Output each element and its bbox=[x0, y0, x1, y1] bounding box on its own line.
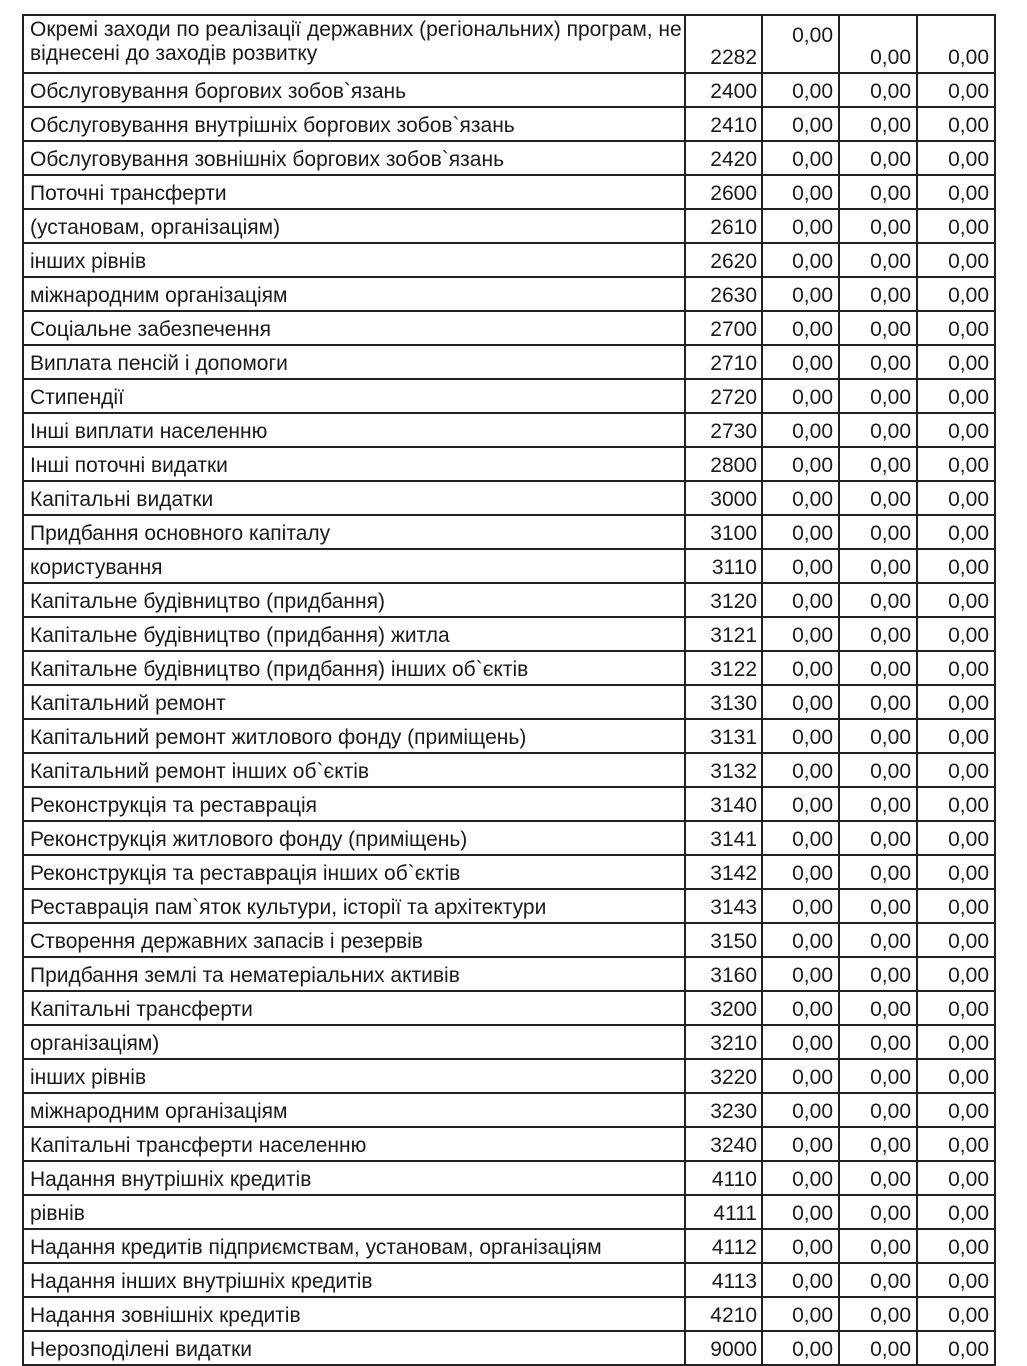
expense-name-cell: Капітальні трансферти населенню bbox=[23, 1127, 685, 1161]
value-cell-3: 0,00 bbox=[917, 889, 995, 923]
value-cell-2: 0,00 bbox=[839, 1195, 917, 1229]
value-cell-1: 0,00 bbox=[762, 685, 839, 719]
table-row bbox=[23, 175, 995, 209]
expense-code-cell: 2400 bbox=[685, 73, 762, 107]
value-cell-1: 0,00 bbox=[762, 1331, 839, 1365]
expense-code-cell: 2282 bbox=[685, 15, 762, 73]
value-cell-3: 0,00 bbox=[917, 311, 995, 345]
expense-name-cell: Придбання основного капіталу bbox=[23, 515, 685, 549]
expense-name-cell: Окремі заходи по реалізації державних (регіональних) програм, не віднесені до заходів розвитку bbox=[23, 15, 685, 73]
expense-code-cell: 3100 bbox=[685, 515, 762, 549]
value-cell-2: 0,00 bbox=[839, 1331, 917, 1365]
value-cell-3: 0,00 bbox=[917, 515, 995, 549]
value-cell-2: 0,00 bbox=[839, 345, 917, 379]
value-cell-2: 0,00 bbox=[839, 15, 917, 73]
value-cell-1: 0,00 bbox=[762, 583, 839, 617]
expense-name-cell: рівнів bbox=[23, 1195, 685, 1229]
value-cell-1: 0,00 bbox=[762, 15, 839, 73]
value-cell-3: 0,00 bbox=[917, 1195, 995, 1229]
table-row bbox=[23, 1297, 995, 1331]
expense-code-cell: 2420 bbox=[685, 141, 762, 175]
value-cell-3: 0,00 bbox=[917, 243, 995, 277]
value-cell-3: 0,00 bbox=[917, 651, 995, 685]
value-cell-3: 0,00 bbox=[917, 379, 995, 413]
value-cell-3: 0,00 bbox=[917, 481, 995, 515]
table-row bbox=[23, 345, 995, 379]
value-cell-1: 0,00 bbox=[762, 379, 839, 413]
value-cell-2: 0,00 bbox=[839, 1263, 917, 1297]
expense-name-cell: Капітальне будівництво (придбання) інших об`єктів bbox=[23, 651, 685, 685]
value-cell-3: 0,00 bbox=[917, 923, 995, 957]
value-cell-3: 0,00 bbox=[917, 753, 995, 787]
value-cell-1: 0,00 bbox=[762, 821, 839, 855]
value-cell-3: 0,00 bbox=[917, 1059, 995, 1093]
value-cell-3: 0,00 bbox=[917, 1127, 995, 1161]
table-row bbox=[23, 583, 995, 617]
expense-code-cell: 4112 bbox=[685, 1229, 762, 1263]
value-cell-3: 0,00 bbox=[917, 1025, 995, 1059]
table-row bbox=[23, 1195, 995, 1229]
expense-code-cell: 3240 bbox=[685, 1127, 762, 1161]
expense-code-cell: 2700 bbox=[685, 311, 762, 345]
table-row bbox=[23, 481, 995, 515]
value-cell-1: 0,00 bbox=[762, 957, 839, 991]
expense-code-cell: 2410 bbox=[685, 107, 762, 141]
value-cell-2: 0,00 bbox=[839, 685, 917, 719]
expense-code-cell: 4111 bbox=[685, 1195, 762, 1229]
expense-code-cell: 2610 bbox=[685, 209, 762, 243]
value-cell-3: 0,00 bbox=[917, 1093, 995, 1127]
expense-code-cell: 2720 bbox=[685, 379, 762, 413]
value-cell-1: 0,00 bbox=[762, 1195, 839, 1229]
table-row bbox=[23, 685, 995, 719]
expense-code-cell: 2600 bbox=[685, 175, 762, 209]
expense-name-cell: Капітальний ремонт житлового фонду (приміщень) bbox=[23, 719, 685, 753]
table-row bbox=[23, 1127, 995, 1161]
value-cell-1: 0,00 bbox=[762, 719, 839, 753]
value-cell-3: 0,00 bbox=[917, 1331, 995, 1365]
value-cell-3: 0,00 bbox=[917, 685, 995, 719]
value-cell-2: 0,00 bbox=[839, 923, 917, 957]
table-row bbox=[23, 889, 995, 923]
value-cell-2: 0,00 bbox=[839, 1297, 917, 1331]
table-row bbox=[23, 515, 995, 549]
expense-name-cell: Обслуговування зовнішніх боргових зобов`язань bbox=[23, 141, 685, 175]
value-cell-3: 0,00 bbox=[917, 957, 995, 991]
value-cell-2: 0,00 bbox=[839, 413, 917, 447]
value-cell-1: 0,00 bbox=[762, 345, 839, 379]
expense-code-cell: 3141 bbox=[685, 821, 762, 855]
value-cell-1: 0,00 bbox=[762, 549, 839, 583]
value-cell-1: 0,00 bbox=[762, 1297, 839, 1331]
value-cell-1: 0,00 bbox=[762, 1025, 839, 1059]
table-row bbox=[23, 855, 995, 889]
value-cell-2: 0,00 bbox=[839, 311, 917, 345]
value-cell-1: 0,00 bbox=[762, 1093, 839, 1127]
expense-name-cell: Реконструкція та реставрація інших об`єктів bbox=[23, 855, 685, 889]
expense-name-cell: Інші поточні видатки bbox=[23, 447, 685, 481]
value-cell-3: 0,00 bbox=[917, 447, 995, 481]
value-cell-2: 0,00 bbox=[839, 1025, 917, 1059]
expense-code-cell: 4210 bbox=[685, 1297, 762, 1331]
expense-name-cell: Обслуговування внутрішніх боргових зобов`язань bbox=[23, 107, 685, 141]
value-cell-3: 0,00 bbox=[917, 413, 995, 447]
value-cell-2: 0,00 bbox=[839, 107, 917, 141]
value-cell-2: 0,00 bbox=[839, 991, 917, 1025]
expense-code-cell: 2710 bbox=[685, 345, 762, 379]
table-row bbox=[23, 209, 995, 243]
value-cell-2: 0,00 bbox=[839, 515, 917, 549]
value-cell-3: 0,00 bbox=[917, 719, 995, 753]
expense-name-cell: міжнародним організаціям bbox=[23, 1093, 685, 1127]
value-cell-2: 0,00 bbox=[839, 787, 917, 821]
value-cell-2: 0,00 bbox=[839, 209, 917, 243]
expense-name-cell: Виплата пенсій і допомоги bbox=[23, 345, 685, 379]
value-cell-2: 0,00 bbox=[839, 549, 917, 583]
value-cell-1: 0,00 bbox=[762, 753, 839, 787]
expense-name-cell: Капітальне будівництво (придбання) житла bbox=[23, 617, 685, 651]
table-row bbox=[23, 1059, 995, 1093]
value-cell-2: 0,00 bbox=[839, 379, 917, 413]
expense-code-cell: 3142 bbox=[685, 855, 762, 889]
expense-name-cell: Капітальний ремонт інших об`єктів bbox=[23, 753, 685, 787]
value-cell-3: 0,00 bbox=[917, 209, 995, 243]
expense-name-cell: Придбання землі та нематеріальних активів bbox=[23, 957, 685, 991]
budget-expenditure-sheet bbox=[22, 14, 994, 1366]
expense-code-cell: 3110 bbox=[685, 549, 762, 583]
value-cell-1: 0,00 bbox=[762, 209, 839, 243]
expense-name-cell: Надання кредитів підприємствам, установам, організаціям bbox=[23, 1229, 685, 1263]
value-cell-2: 0,00 bbox=[839, 1127, 917, 1161]
expense-name-cell: Створення державних запасів і резервів bbox=[23, 923, 685, 957]
value-cell-2: 0,00 bbox=[839, 141, 917, 175]
value-cell-1: 0,00 bbox=[762, 617, 839, 651]
expense-code-cell: 3000 bbox=[685, 481, 762, 515]
value-cell-2: 0,00 bbox=[839, 957, 917, 991]
table-row bbox=[23, 1025, 995, 1059]
value-cell-1: 0,00 bbox=[762, 991, 839, 1025]
expense-name-cell: інших рівнів bbox=[23, 1059, 685, 1093]
table-row bbox=[23, 413, 995, 447]
expenditure-table bbox=[22, 14, 996, 1366]
expense-name-cell: користування bbox=[23, 549, 685, 583]
expense-code-cell: 2620 bbox=[685, 243, 762, 277]
expense-code-cell: 3200 bbox=[685, 991, 762, 1025]
expense-code-cell: 3130 bbox=[685, 685, 762, 719]
value-cell-3: 0,00 bbox=[917, 617, 995, 651]
value-cell-3: 0,00 bbox=[917, 141, 995, 175]
value-cell-2: 0,00 bbox=[839, 821, 917, 855]
table-row bbox=[23, 923, 995, 957]
value-cell-1: 0,00 bbox=[762, 481, 839, 515]
table-row bbox=[23, 73, 995, 107]
value-cell-3: 0,00 bbox=[917, 15, 995, 73]
expense-name-cell: Реставрація пам`яток культури, історії та архітектури bbox=[23, 889, 685, 923]
value-cell-1: 0,00 bbox=[762, 413, 839, 447]
value-cell-3: 0,00 bbox=[917, 107, 995, 141]
value-cell-1: 0,00 bbox=[762, 1263, 839, 1297]
expense-code-cell: 2800 bbox=[685, 447, 762, 481]
value-cell-3: 0,00 bbox=[917, 787, 995, 821]
value-cell-2: 0,00 bbox=[839, 1059, 917, 1093]
expense-code-cell: 3140 bbox=[685, 787, 762, 821]
expenditure-table-body bbox=[23, 15, 995, 1365]
expense-name-cell: Капітальний ремонт bbox=[23, 685, 685, 719]
value-cell-2: 0,00 bbox=[839, 175, 917, 209]
value-cell-3: 0,00 bbox=[917, 345, 995, 379]
expense-name-cell: організаціям) bbox=[23, 1025, 685, 1059]
expense-code-cell: 3230 bbox=[685, 1093, 762, 1127]
expense-code-cell: 4110 bbox=[685, 1161, 762, 1195]
expense-name-cell: Нерозподілені видатки bbox=[23, 1331, 685, 1365]
value-cell-1: 0,00 bbox=[762, 1161, 839, 1195]
value-cell-1: 0,00 bbox=[762, 515, 839, 549]
value-cell-1: 0,00 bbox=[762, 651, 839, 685]
expense-code-cell: 3121 bbox=[685, 617, 762, 651]
expense-code-cell: 3143 bbox=[685, 889, 762, 923]
value-cell-1: 0,00 bbox=[762, 787, 839, 821]
value-cell-1: 0,00 bbox=[762, 1127, 839, 1161]
table-row bbox=[23, 617, 995, 651]
value-cell-3: 0,00 bbox=[917, 175, 995, 209]
value-cell-2: 0,00 bbox=[839, 481, 917, 515]
value-cell-3: 0,00 bbox=[917, 1297, 995, 1331]
table-row bbox=[23, 957, 995, 991]
value-cell-2: 0,00 bbox=[839, 277, 917, 311]
value-cell-2: 0,00 bbox=[839, 243, 917, 277]
value-cell-3: 0,00 bbox=[917, 1229, 995, 1263]
expense-code-cell: 3120 bbox=[685, 583, 762, 617]
value-cell-1: 0,00 bbox=[762, 889, 839, 923]
table-row bbox=[23, 1093, 995, 1127]
expense-code-cell: 4113 bbox=[685, 1263, 762, 1297]
table-row bbox=[23, 753, 995, 787]
expense-name-cell: інших рівнів bbox=[23, 243, 685, 277]
expense-name-cell: Реконструкція та реставрація bbox=[23, 787, 685, 821]
expense-name-cell: Капітальні видатки bbox=[23, 481, 685, 515]
table-row bbox=[23, 141, 995, 175]
value-cell-3: 0,00 bbox=[917, 549, 995, 583]
expense-code-cell: 2630 bbox=[685, 277, 762, 311]
table-row bbox=[23, 379, 995, 413]
value-cell-2: 0,00 bbox=[839, 855, 917, 889]
value-cell-1: 0,00 bbox=[762, 277, 839, 311]
expense-name-cell: Реконструкція житлового фонду (приміщень) bbox=[23, 821, 685, 855]
expense-code-cell: 3220 bbox=[685, 1059, 762, 1093]
table-row bbox=[23, 311, 995, 345]
value-cell-1: 0,00 bbox=[762, 141, 839, 175]
table-row bbox=[23, 991, 995, 1025]
value-cell-3: 0,00 bbox=[917, 1263, 995, 1297]
expense-code-cell: 3150 bbox=[685, 923, 762, 957]
value-cell-2: 0,00 bbox=[839, 617, 917, 651]
expense-name-cell: міжнародним організаціям bbox=[23, 277, 685, 311]
value-cell-1: 0,00 bbox=[762, 855, 839, 889]
expense-code-cell: 3131 bbox=[685, 719, 762, 753]
expense-name-cell: Надання внутрішніх кредитів bbox=[23, 1161, 685, 1195]
table-row bbox=[23, 107, 995, 141]
expense-code-cell: 9000 bbox=[685, 1331, 762, 1365]
value-cell-1: 0,00 bbox=[762, 1059, 839, 1093]
table-row bbox=[23, 1331, 995, 1365]
value-cell-1: 0,00 bbox=[762, 1229, 839, 1263]
value-cell-3: 0,00 bbox=[917, 855, 995, 889]
expense-code-cell: 3132 bbox=[685, 753, 762, 787]
value-cell-1: 0,00 bbox=[762, 73, 839, 107]
expense-name-cell: Стипендії bbox=[23, 379, 685, 413]
table-row bbox=[23, 15, 995, 73]
value-cell-2: 0,00 bbox=[839, 651, 917, 685]
value-cell-1: 0,00 bbox=[762, 923, 839, 957]
table-row bbox=[23, 1161, 995, 1195]
value-cell-3: 0,00 bbox=[917, 583, 995, 617]
expense-name-cell: Капітальні трансферти bbox=[23, 991, 685, 1025]
expense-name-cell: Надання інших внутрішніх кредитів bbox=[23, 1263, 685, 1297]
table-row bbox=[23, 447, 995, 481]
value-cell-1: 0,00 bbox=[762, 175, 839, 209]
expense-code-cell: 2730 bbox=[685, 413, 762, 447]
expense-name-cell: Поточні трансферти bbox=[23, 175, 685, 209]
table-row bbox=[23, 719, 995, 753]
expense-name-cell: Капітальне будівництво (придбання) bbox=[23, 583, 685, 617]
table-row bbox=[23, 549, 995, 583]
value-cell-3: 0,00 bbox=[917, 73, 995, 107]
expense-name-cell: Соціальне забезпечення bbox=[23, 311, 685, 345]
table-row bbox=[23, 787, 995, 821]
table-row bbox=[23, 1229, 995, 1263]
value-cell-2: 0,00 bbox=[839, 583, 917, 617]
expense-code-cell: 3122 bbox=[685, 651, 762, 685]
table-row bbox=[23, 821, 995, 855]
expense-name-cell: Обслуговування боргових зобов`язань bbox=[23, 73, 685, 107]
expense-name-cell: Надання зовнішніх кредитів bbox=[23, 1297, 685, 1331]
expense-name-cell: Інші виплати населенню bbox=[23, 413, 685, 447]
value-cell-2: 0,00 bbox=[839, 753, 917, 787]
value-cell-1: 0,00 bbox=[762, 311, 839, 345]
table-row bbox=[23, 277, 995, 311]
table-row bbox=[23, 1263, 995, 1297]
value-cell-2: 0,00 bbox=[839, 719, 917, 753]
value-cell-2: 0,00 bbox=[839, 73, 917, 107]
value-cell-1: 0,00 bbox=[762, 107, 839, 141]
value-cell-2: 0,00 bbox=[839, 889, 917, 923]
value-cell-1: 0,00 bbox=[762, 243, 839, 277]
table-row bbox=[23, 651, 995, 685]
value-cell-1: 0,00 bbox=[762, 447, 839, 481]
value-cell-2: 0,00 bbox=[839, 1161, 917, 1195]
expense-name-cell: (установам, організаціям) bbox=[23, 209, 685, 243]
value-cell-3: 0,00 bbox=[917, 1161, 995, 1195]
expense-code-cell: 3210 bbox=[685, 1025, 762, 1059]
value-cell-2: 0,00 bbox=[839, 1093, 917, 1127]
value-cell-2: 0,00 bbox=[839, 1229, 917, 1263]
value-cell-2: 0,00 bbox=[839, 447, 917, 481]
expense-code-cell: 3160 bbox=[685, 957, 762, 991]
value-cell-3: 0,00 bbox=[917, 277, 995, 311]
value-cell-3: 0,00 bbox=[917, 821, 995, 855]
table-row bbox=[23, 243, 995, 277]
value-cell-3: 0,00 bbox=[917, 991, 995, 1025]
